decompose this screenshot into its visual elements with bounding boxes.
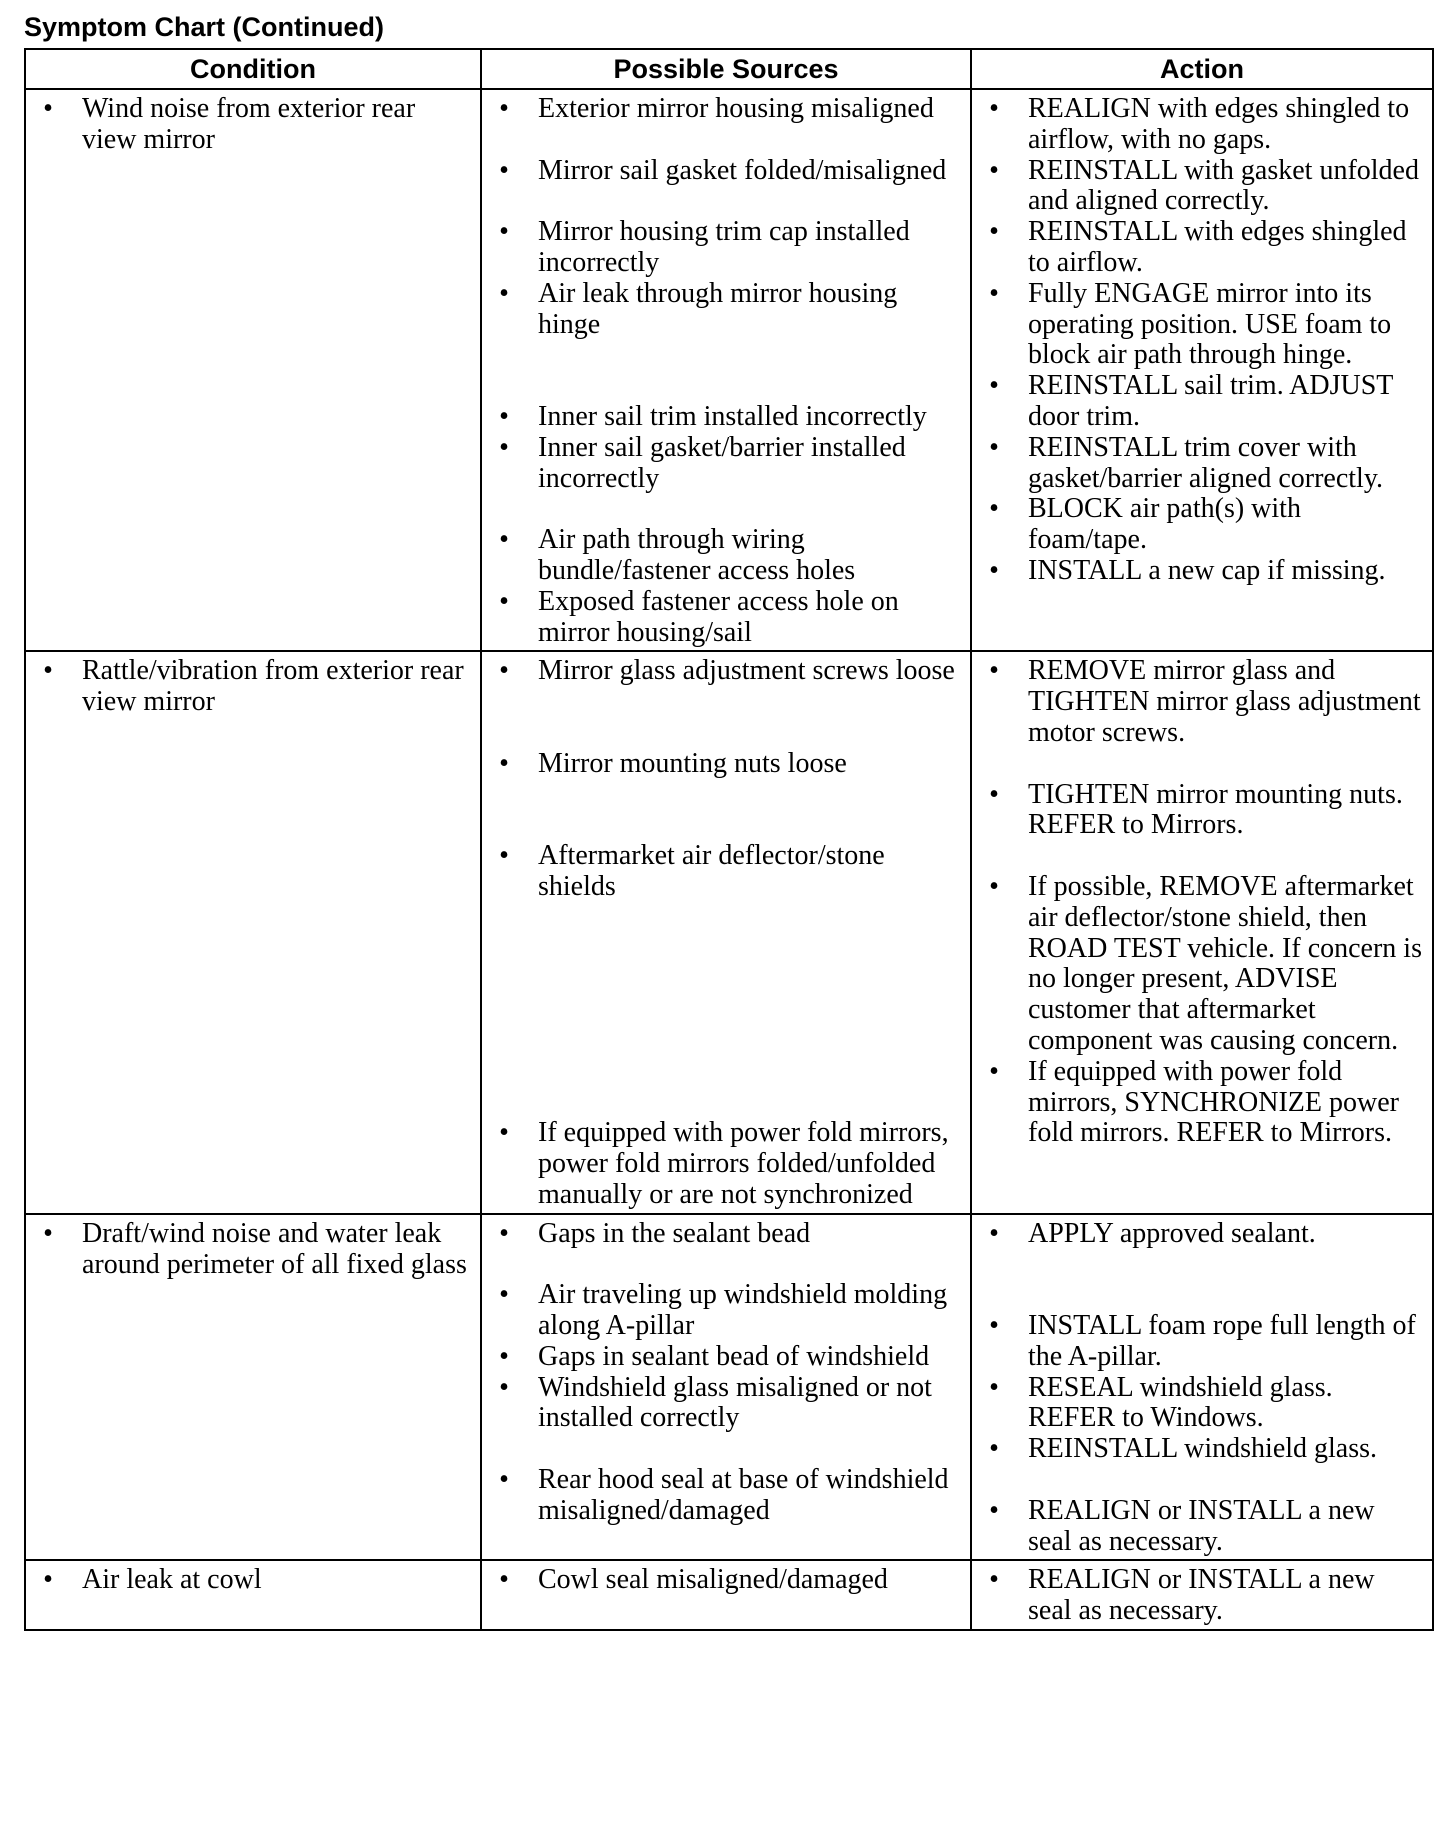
document-page — [24, 10, 1432, 1631]
source-text: Air traveling up windshield molding along A-pillar — [538, 1279, 948, 1342]
source-text: Mirror housing trim cap installed incorrectly — [538, 216, 910, 278]
header-condition: Condition — [25, 49, 481, 89]
action-item — [972, 156, 1432, 218]
action-text: Fully ENGAGE mirror into its operating position. USE foam to block air path through hinge. — [1028, 277, 1392, 371]
condition-text: Air leak at cowl — [82, 1564, 262, 1596]
action-item — [972, 494, 1432, 556]
source-item — [482, 402, 970, 433]
source-item — [482, 587, 970, 649]
action-text: REINSTALL with edges shingled to airflow. — [1028, 216, 1407, 278]
action-text: TIGHTEN mirror mounting nuts. REFER to Mirrors. — [1028, 778, 1403, 841]
bullet-icon: • — [989, 277, 999, 309]
action-text: REINSTALL trim cover with gasket/barrier aligned correctly. — [1028, 431, 1384, 494]
action-text: If equipped with power fold mirrors, SYNCHRONIZE power fold mirrors. REFER to Mirrors. — [1028, 1055, 1399, 1149]
bullet-icon: • — [499, 585, 509, 617]
sources-cell — [481, 89, 971, 651]
bullet-icon: • — [499, 1117, 509, 1149]
bullet-icon: • — [989, 1371, 999, 1403]
bullet-icon: • — [43, 1564, 53, 1596]
action-item — [972, 1219, 1432, 1250]
source-item — [482, 94, 970, 125]
condition-item — [26, 94, 480, 156]
action-item — [972, 1373, 1432, 1435]
table-row — [25, 89, 1433, 651]
action-cell — [971, 651, 1433, 1213]
bullet-icon: • — [499, 93, 509, 124]
bullet-icon: • — [989, 554, 999, 586]
bullet-icon: • — [499, 747, 509, 779]
source-item — [482, 1219, 970, 1250]
bullet-icon: • — [499, 524, 509, 556]
header-possible-sources: Possible Sources — [481, 49, 971, 89]
source-item — [482, 1118, 970, 1210]
action-text: REALIGN or INSTALL a new seal as necessary. — [1028, 1564, 1375, 1627]
action-text: REINSTALL with gasket unfolded and aligned correctly. — [1028, 154, 1419, 217]
action-item — [972, 371, 1432, 433]
source-item — [482, 1280, 970, 1342]
action-item — [972, 1434, 1432, 1465]
bullet-icon: • — [499, 400, 509, 432]
action-item — [972, 279, 1432, 371]
source-item — [482, 525, 970, 587]
action-text: INSTALL a new cap if missing. — [1028, 554, 1386, 586]
action-item — [972, 656, 1432, 748]
bullet-icon: • — [499, 655, 509, 687]
bullet-icon: • — [499, 1217, 509, 1249]
header-row — [25, 49, 1433, 89]
action-text: REALIGN or INSTALL a new seal as necessary. — [1028, 1494, 1375, 1557]
bullet-icon: • — [989, 1217, 999, 1249]
bullet-icon: • — [499, 1279, 509, 1311]
action-text: REMOVE mirror glass and TIGHTEN mirror glass adjustment motor screws. — [1028, 655, 1421, 748]
source-text: Mirror glass adjustment screws loose — [538, 655, 955, 687]
bullet-icon: • — [989, 1564, 999, 1596]
action-item — [972, 1311, 1432, 1373]
source-item — [482, 156, 970, 187]
action-text: REINSTALL sail trim. ADJUST door trim. — [1028, 370, 1393, 432]
source-text: Aftermarket air deflector/stone shields — [538, 840, 885, 902]
bullet-icon: • — [499, 840, 509, 872]
page-title: Symptom Chart (Continued) — [24, 12, 384, 42]
condition-item — [26, 1219, 480, 1281]
action-cell — [971, 89, 1433, 651]
action-cell — [971, 1560, 1433, 1630]
source-text: Mirror sail gasket folded/misaligned — [538, 154, 947, 186]
bullet-icon: • — [499, 1464, 509, 1496]
bullet-icon: • — [43, 93, 53, 124]
source-text: Windshield glass misaligned or not installed correctly — [538, 1371, 932, 1434]
source-item — [482, 217, 970, 279]
bullet-icon: • — [989, 216, 999, 248]
action-text: If possible, REMOVE aftermarket air deflector/stone shield, then ROAD TEST vehicle. If concern is no longer present, ADVISE customer that aftermarket component was causing concern. — [1028, 870, 1422, 1056]
source-item — [482, 656, 970, 687]
bullet-icon: • — [499, 1340, 509, 1372]
bullet-icon: • — [989, 370, 999, 402]
action-item — [972, 1057, 1432, 1149]
source-text: Gaps in the sealant bead — [538, 1217, 811, 1249]
action-item — [972, 780, 1432, 842]
action-text: REINSTALL windshield glass. — [1028, 1433, 1378, 1465]
bullet-icon: • — [499, 216, 509, 248]
source-item — [482, 1373, 970, 1435]
source-text: If equipped with power fold mirrors, power fold mirrors folded/unfolded manually or are not synchronized — [538, 1117, 949, 1210]
action-text: APPLY approved sealant. — [1028, 1217, 1316, 1249]
table-row — [25, 651, 1433, 1213]
source-text: Air path through wiring bundle/fastener access holes — [538, 524, 856, 586]
source-text: Gaps in sealant bead of windshield — [538, 1340, 930, 1372]
action-text: REALIGN with edges shingled to airflow, with no gaps. — [1028, 93, 1410, 155]
bullet-icon: • — [989, 1055, 999, 1087]
bullet-icon: • — [499, 154, 509, 186]
bullet-icon: • — [989, 431, 999, 463]
header-action: Action — [971, 49, 1433, 89]
condition-item — [26, 656, 480, 718]
condition-cell — [25, 1560, 481, 1630]
source-item — [482, 433, 970, 495]
bullet-icon: • — [989, 1433, 999, 1465]
condition-cell — [25, 89, 481, 651]
bullet-icon: • — [43, 655, 53, 687]
source-item — [482, 749, 970, 780]
bullet-icon: • — [989, 870, 999, 902]
condition-text: Draft/wind noise and water leak around perimeter of all fixed glass — [82, 1217, 467, 1280]
source-text: Cowl seal misaligned/damaged — [538, 1564, 888, 1596]
sources-cell — [481, 651, 971, 1213]
condition-cell — [25, 1214, 481, 1561]
action-item — [972, 433, 1432, 495]
condition-item — [26, 1565, 480, 1596]
condition-text: Wind noise from exterior rear view mirror — [82, 93, 416, 155]
bullet-icon: • — [989, 1494, 999, 1526]
action-item — [972, 217, 1432, 279]
bullet-icon: • — [989, 655, 999, 687]
source-text: Rear hood seal at base of windshield misaligned/damaged — [538, 1464, 949, 1526]
source-item — [482, 1342, 970, 1373]
source-item — [482, 1565, 970, 1596]
action-item — [972, 94, 1432, 156]
source-text: Air leak through mirror housing hinge — [538, 277, 898, 340]
action-item — [972, 1565, 1432, 1627]
action-text: BLOCK air path(s) with foam/tape. — [1028, 493, 1301, 556]
source-item — [482, 279, 970, 341]
bullet-icon: • — [499, 1371, 509, 1403]
action-cell — [971, 1214, 1433, 1561]
bullet-icon: • — [499, 277, 509, 309]
bullet-icon: • — [499, 431, 509, 463]
bullet-icon: • — [499, 1564, 509, 1596]
action-text: RESEAL windshield glass. REFER to Windows. — [1028, 1371, 1333, 1434]
sources-cell — [481, 1214, 971, 1561]
bullet-icon: • — [43, 1217, 53, 1249]
source-text: Exposed fastener access hole on mirror housing/sail — [538, 585, 899, 648]
source-text: Inner sail trim installed incorrectly — [538, 400, 927, 432]
table-row — [25, 1214, 1433, 1561]
bullet-icon: • — [989, 1310, 999, 1342]
action-item — [972, 556, 1432, 587]
source-item — [482, 841, 970, 903]
table-row — [25, 1560, 1433, 1630]
bullet-icon: • — [989, 154, 999, 186]
bullet-icon: • — [989, 493, 999, 525]
action-item — [972, 1496, 1432, 1558]
action-item — [972, 872, 1432, 1057]
source-text: Inner sail gasket/barrier installed incorrectly — [538, 431, 906, 494]
action-text: INSTALL foam rope full length of the A-pillar. — [1028, 1310, 1416, 1372]
bullet-icon: • — [989, 778, 999, 810]
symptom-chart-table — [24, 48, 1434, 1631]
source-text: Exterior mirror housing misaligned — [538, 93, 934, 124]
source-text: Mirror mounting nuts loose — [538, 747, 847, 779]
source-item — [482, 1465, 970, 1527]
sources-cell — [481, 1560, 971, 1630]
bullet-icon: • — [989, 93, 999, 124]
condition-text: Rattle/vibration from exterior rear view mirror — [82, 655, 464, 718]
condition-cell — [25, 651, 481, 1213]
